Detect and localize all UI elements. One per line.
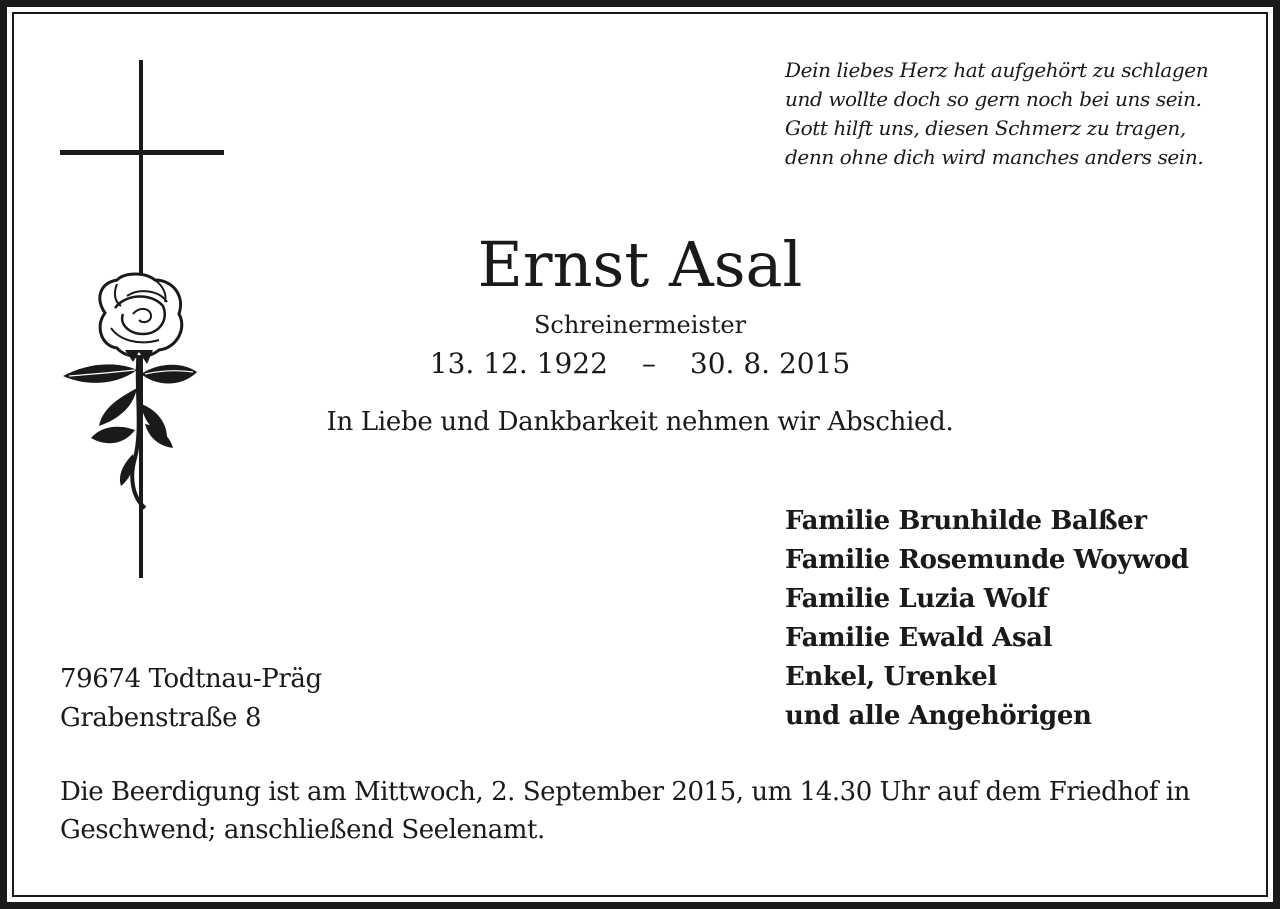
mourner-entry: Familie Brunhilde Balßer	[785, 506, 1147, 536]
address-street: Grabenstraße 8	[60, 703, 262, 733]
farewell-line: In Liebe und Dankbarkeit nehmen wir Abschied.	[326, 407, 954, 437]
poem-line: Gott hilft uns, diesen Schmerz zu tragen,	[785, 116, 1186, 140]
mourner-entry: Familie Luzia Wolf	[785, 584, 1048, 614]
mourner-entry: Enkel, Urenkel	[785, 662, 997, 692]
birth-date: 13. 12. 1922	[429, 347, 608, 380]
funeral-notice: Die Beerdigung ist am Mittwoch, 2. September 2015, um 14.30 Uhr auf dem Friedhof in Geschwend; anschließend Seelenamt.	[60, 777, 1190, 845]
date-separator: –	[641, 347, 656, 380]
poem-line: denn ohne dich wird manches anders sein.	[785, 145, 1204, 169]
mourner-entry: und alle Angehörigen	[785, 701, 1092, 731]
life-dates	[0, 346, 1280, 382]
deceased-name: Ernst Asal	[477, 228, 803, 301]
family-address	[60, 660, 322, 738]
mourner-entry: Familie Ewald Asal	[785, 623, 1053, 653]
mourner-entry: Familie Rosemunde Woywod	[785, 545, 1189, 575]
memorial-poem	[785, 56, 1255, 172]
poem-line: und wollte doch so gern noch bei uns sein.	[785, 87, 1202, 111]
death-date: 30. 8. 2015	[689, 347, 851, 380]
address-city: 79674 Todtnau-Präg	[60, 664, 322, 694]
deceased-occupation: Schreinermeister	[533, 311, 747, 339]
poem-line: Dein liebes Herz hat aufgehört zu schlagen	[785, 58, 1209, 82]
mourners-list	[785, 502, 1245, 736]
